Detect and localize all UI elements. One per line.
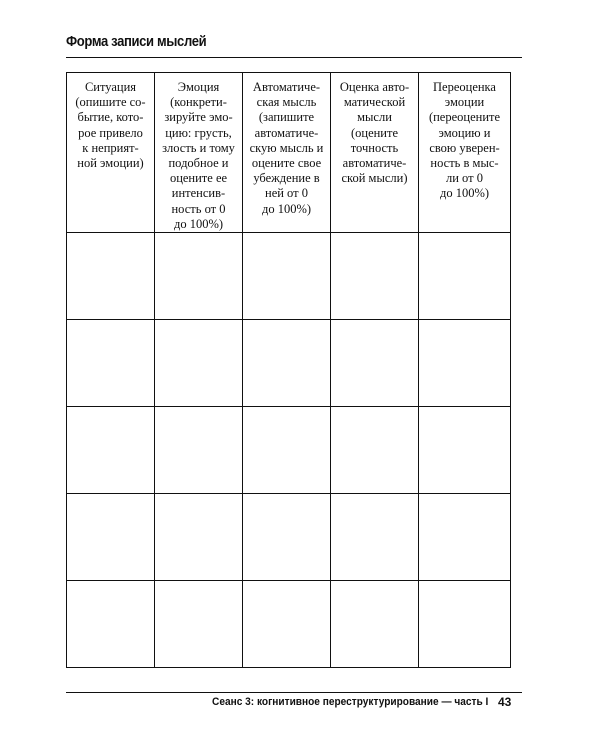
table-cell[interactable] [155, 233, 243, 320]
table-cell[interactable] [243, 320, 331, 407]
table-row [67, 320, 511, 407]
table-cell[interactable] [67, 581, 155, 668]
table-cell[interactable] [243, 581, 331, 668]
running-head: Сеанс 3: когнитивное переструктурирование — часть I [211, 696, 488, 708]
table-row [67, 407, 511, 494]
table-cell[interactable] [331, 581, 419, 668]
table-cell[interactable] [331, 407, 419, 494]
table-header-row [67, 73, 511, 233]
table-cell[interactable] [243, 233, 331, 320]
table-cell[interactable] [155, 581, 243, 668]
table-cell[interactable] [419, 581, 511, 668]
table-cell[interactable] [67, 494, 155, 581]
footer-rule [66, 692, 522, 693]
table-cell[interactable] [67, 320, 155, 407]
table-row [67, 233, 511, 320]
table-cell[interactable] [155, 320, 243, 407]
table-cell[interactable] [155, 494, 243, 581]
table-row [67, 581, 511, 668]
table-cell[interactable] [67, 233, 155, 320]
column-header-emotion: Эмоция (конкрети- зируйте эмо- цию: грусть, злость и тому подобное и оцените ее интенсив- ность от 0 до 100%) [155, 73, 243, 233]
page-title: Форма записи мыслей [66, 34, 207, 50]
table-cell[interactable] [155, 407, 243, 494]
column-header-thought-evaluation: Оценка авто- матической мысли (оцените точность автоматиче- ской мысли) [331, 73, 419, 233]
table-cell[interactable] [419, 233, 511, 320]
table-cell[interactable] [243, 494, 331, 581]
table-cell[interactable] [331, 494, 419, 581]
column-header-automatic-thought: Автоматиче- ская мысль (запишите автоматиче- скую мысль и оцените свое убеждение в ней от 0 до 100%) [243, 73, 331, 233]
title-rule [66, 57, 522, 58]
thought-record-table [66, 72, 511, 668]
page-number: 43 [498, 695, 512, 709]
table-row [67, 494, 511, 581]
table-cell[interactable] [331, 233, 419, 320]
table-cell[interactable] [419, 320, 511, 407]
table-cell[interactable] [331, 320, 419, 407]
table-cell[interactable] [243, 407, 331, 494]
column-header-situation: Ситуация (опишите со- бытие, кото- рое привело к неприят- ной эмоции) [67, 73, 155, 233]
table-cell[interactable] [419, 494, 511, 581]
table-cell[interactable] [67, 407, 155, 494]
table-cell[interactable] [419, 407, 511, 494]
column-header-emotion-reevaluation: Переоценка эмоции (переоцените эмоцию и свою уверен- ность в мыс- ли от 0 до 100%) [419, 73, 511, 233]
